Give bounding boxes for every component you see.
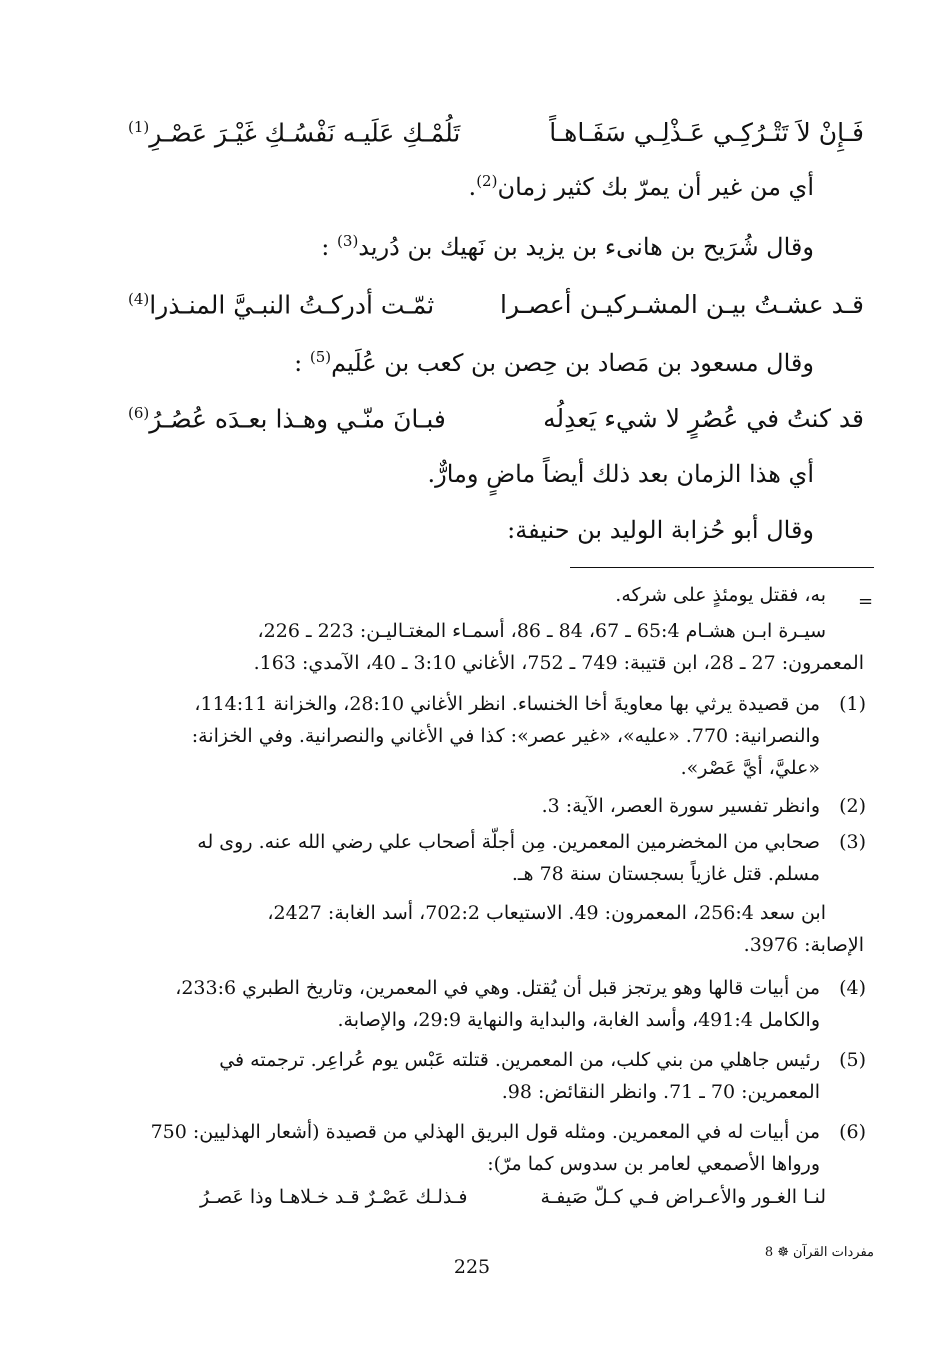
footnote-number: (6)	[839, 1121, 866, 1143]
prose-line-3: وقال مسعود بن مَصاد بن حِصن بن كعب بن عُلَيم$^{(5)}$ :	[294, 348, 814, 377]
verse-hemistich-right: قـد عشـتُ بيـن المشـركيـن أعصـرا	[500, 290, 864, 319]
verse-hemistich-right: فَـإِنْ لاَ تَتْـرُكِـي عَـذْلِـي سَفَـاهـاً	[549, 118, 864, 147]
footnote-number: (3)	[839, 831, 866, 853]
footnote-line: والكامل 491:4، وأسد الغابة، والبداية والنهاية 29:9، والإصابة.	[337, 1009, 820, 1031]
footnote-number: (2)	[839, 795, 866, 817]
footnote-verse-left: فـذلـك عَصْـرٌ قـد خـلاهـا وذا عَصـرُ	[200, 1186, 468, 1208]
footnote-ref: (4)	[128, 290, 150, 308]
footnote-number: (4)	[839, 977, 866, 999]
footnote-line: من أبيات له في المعمرين. ومثله قول البريق الهذلي من قصيدة (أشعار الهذليين: 750	[150, 1121, 820, 1143]
footnote-3	[76, 826, 866, 894]
prose-line-5: وقال أبو حُزابة الوليد بن حنيفة:	[507, 516, 814, 544]
footnote-number: (1)	[839, 693, 866, 715]
verse-line-3	[128, 404, 864, 444]
footnote-continuation-line: سيـرة ابـن هشـام 65:4 ـ 67، 84 ـ 86، أسمـاء المغتـاليـن: 223 ـ 226،	[257, 620, 826, 642]
prose-line-4: أي هذا الزمان بعد ذلك أيضاً ماضٍ ومارٌّ.	[427, 460, 814, 488]
footnote-ref: (2)	[476, 172, 498, 190]
footnote-6	[76, 1116, 866, 1184]
footnote-ref: (6)	[128, 404, 150, 422]
footnote-line: المعمرين: 70 ـ 71. وانظر النقائض: 98.	[501, 1081, 820, 1103]
footnote-1	[76, 688, 866, 788]
running-footer: مفردات القرآن ☸ 8	[764, 1245, 874, 1260]
footnote-ref: (3)	[337, 232, 359, 250]
footnote-line: وانظر تفسير سورة العصر، الآية: 3.	[541, 795, 820, 817]
footnote-separator	[570, 567, 874, 568]
prose-line-2: وقال شُرَيح بن هانىء بن يزيد بن نَهيك بن دُريد$^{(3)}$ :	[321, 232, 814, 261]
footnote-line: والنصرانية: 770. «عليه»، «غير عصر»: كذا في الأغاني والنصرانية. وفي الخزانة:	[191, 725, 820, 747]
footnote-5	[76, 1044, 866, 1112]
footnote-line: صحابي من المخضرمين المعمرين. مِن أجلّة أصحاب علي رضي الله عنه. روى له	[197, 831, 820, 853]
footnote-line: رئيس جاهلي من بني كلب، من المعمرين. قتلته عَبْس يوم عُراعِر. ترجمته في	[219, 1049, 820, 1071]
prose-line-1: أي من غير أن يمرّ بك كثير زمان$^{(2)}$.	[468, 172, 814, 201]
footnote-2	[76, 790, 866, 824]
continuation-mark: =	[858, 591, 874, 612]
footnote-line: مسلم. قتل غازياً بسجستان سنة 78 هـ.	[511, 863, 820, 885]
footnote-line: ورواها الأصمعي لعامر بن سدوس كما مرّ):	[487, 1153, 820, 1175]
footnote-line: من أبيات قالها وهو يرتجز قبل أن يُقتل. وهي في المعمرين، وتاريخ الطبري 233:6،	[175, 977, 820, 999]
footnote-number: (5)	[839, 1049, 866, 1071]
footnote-ref: (5)	[309, 348, 332, 366]
footnote-continuation-line: المعمرون: 27 ـ 28، ابن قتيبة: 749 ـ 752، الأغاني 3:10 ـ 40، الآمدي: 163.	[253, 652, 864, 674]
verse-hemistich-left: تَلُمْـكِ عَلَيـه نَفْسُـكِ غَيْـرَ عَصْـرِ$^{(1)}$	[128, 118, 461, 148]
footnote-reference-line: ابن سعد 256:4، المعمرون: 49. الاستيعاب 702:2، أسد الغابة: 2427،	[267, 902, 826, 924]
footnote-ref: (1)	[128, 118, 150, 136]
verse-hemistich-left: ثمّـت أدركـتُ النبـيَّ المنـذرا$^{(4)}$	[128, 290, 435, 320]
page-number: 225	[453, 1256, 491, 1278]
footnote-continuation-line: به، فقتل يومئذٍ على شركه.	[615, 584, 826, 606]
verse-hemistich-left: فبـانَ منّـي وهـذا بعـدَه عُصُـرُ$^{(6)}$	[128, 404, 446, 434]
footnote-line: «عليَّ، أيَّ عَصْر».	[680, 757, 820, 779]
verse-line-2	[128, 290, 864, 330]
footnote-line: من قصيدة يرثي بها معاويةَ أخا الخنساء. انظر الأغاني 28:10، والخزانة 114:11،	[194, 693, 820, 715]
verse-line-1	[128, 118, 864, 158]
footnote-verse-right: لنـا الغـور والأعـراض فـي كـلّ صَيفـة	[540, 1186, 826, 1208]
verse-hemistich-right: قد كنتُ في عُصُرٍ لا شيء يَعدِلُه	[543, 404, 864, 433]
footnote-4	[76, 972, 866, 1040]
footnote-reference-line: الإصابة: 3976.	[743, 934, 864, 956]
